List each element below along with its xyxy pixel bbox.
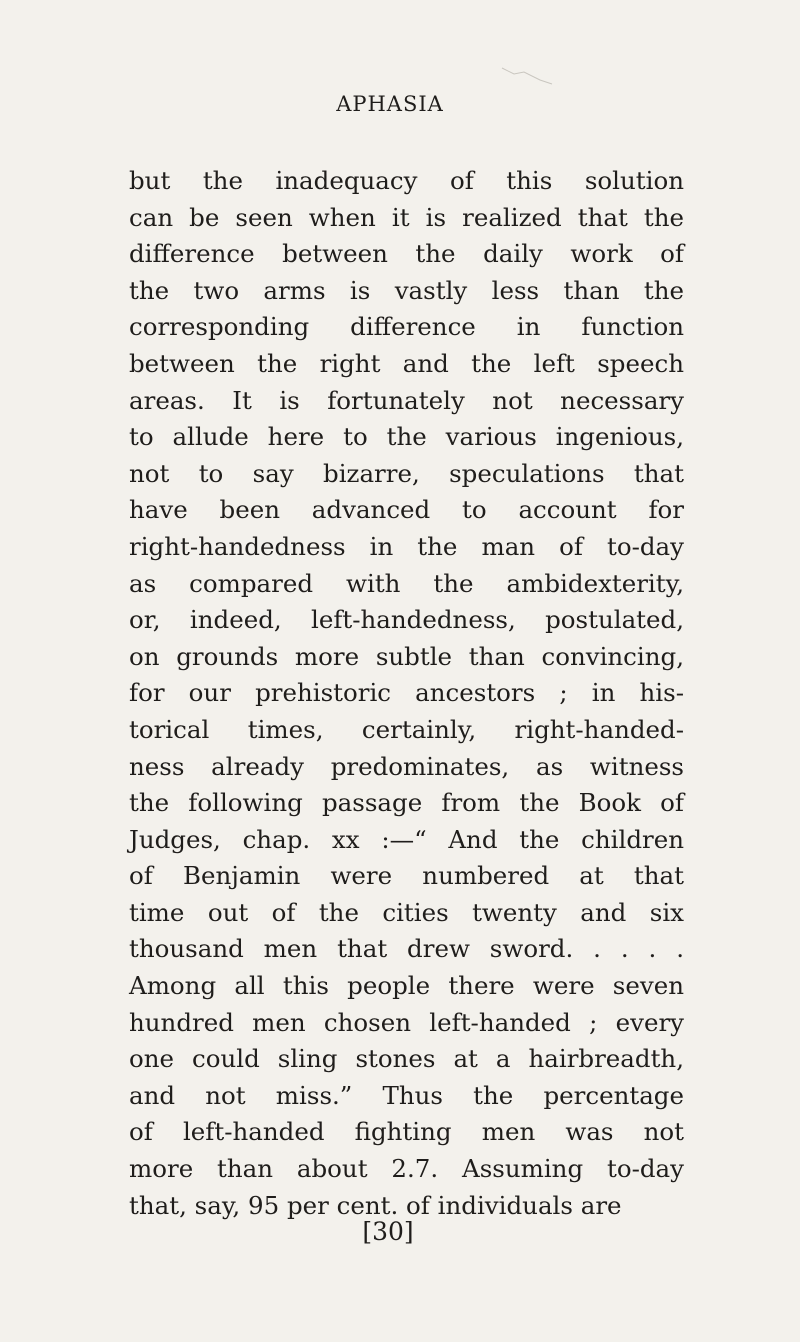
text-line: on grounds more subtle than convincing, — [129, 641, 684, 671]
text-line: one could sling stones at a hairbreadth, — [129, 1044, 684, 1074]
text-line: can be seen when it is realized that the — [129, 202, 684, 232]
text-line: time out of the cities twenty and six — [129, 897, 684, 927]
text-line: the following passage from the Book of — [129, 788, 684, 818]
text-line: that, say, 95 per cent. of individuals are — [129, 1190, 622, 1220]
body-text — [129, 163, 684, 1224]
paper-mark — [500, 58, 560, 88]
text-line: difference between the daily work of — [129, 239, 684, 269]
text-line: not to say bizarre, speculations that — [129, 458, 684, 488]
text-line: the two arms is vastly less than the — [129, 275, 684, 305]
text-line: or, indeed, left-handedness, postulated, — [129, 605, 684, 635]
text-line: for our prehistoric ancestors ; in his- — [129, 678, 684, 708]
text-line: to allude here to the various ingenious, — [129, 422, 684, 452]
text-line: corresponding difference in function — [129, 312, 684, 342]
text-line: Among all this people there were seven — [129, 971, 684, 1001]
text-line: have been advanced to account for — [129, 495, 684, 525]
text-line: torical times, certainly, right-handed- — [129, 714, 684, 744]
text-line: Judges, chap. xx :—“ And the children — [129, 824, 684, 854]
text-line: of left-handed fighting men was not — [129, 1117, 684, 1147]
text-line: more than about 2.7. Assuming to-day — [129, 1154, 684, 1184]
text-line: but the inadequacy of this solution — [129, 166, 684, 195]
text-line: and not miss.” Thus the percentage — [129, 1080, 684, 1110]
text-line: ness already predominates, as witness — [129, 751, 684, 781]
text-line: of Benjamin were numbered at that — [129, 861, 684, 891]
text-line: thousand men that drew sword. . . . . — [129, 934, 684, 964]
text-line: between the right and the left speech — [129, 348, 684, 378]
page-number: [30] — [362, 1217, 414, 1246]
text-line: hundred men chosen left-handed ; every — [129, 1007, 684, 1037]
text-line: areas. It is fortunately not necessary — [129, 385, 684, 415]
running-head: APHASIA — [336, 92, 444, 116]
text-line: right-handedness in the man of to-day — [129, 531, 684, 561]
text-line: as compared with the ambidexterity, — [129, 568, 684, 598]
